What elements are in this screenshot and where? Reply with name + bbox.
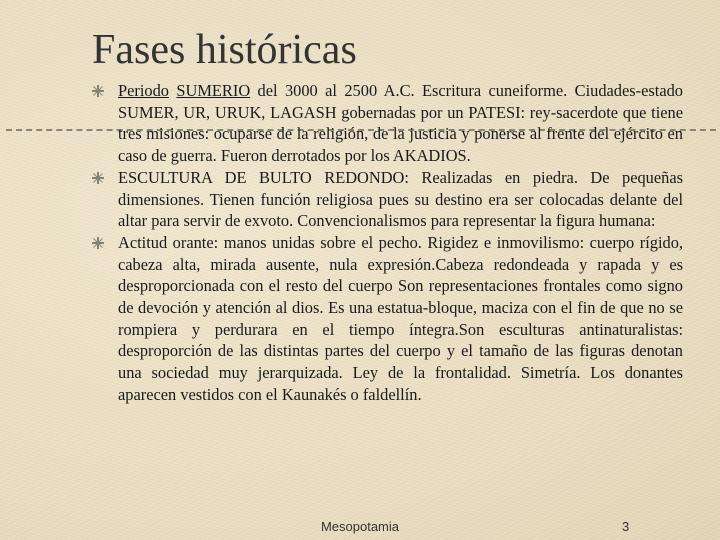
underlined-text: SUMERIO — [176, 81, 251, 100]
underlined-text: Periodo — [118, 81, 169, 100]
bullet-list — [91, 80, 683, 406]
text-run: del 3000 al 2500 A.C. Escritura cuneiforme. Ciudades-estado SUMER, UR, URUK, LAGASH gobernadas por un PATESI: rey-sacerdote que tiene tres misiones: ocuparse de la religión, de la justicia y ponerse al frente del ejército en caso de guerra. Fueron derrotados por los AKADIOS. — [118, 81, 683, 166]
bullet-item — [91, 232, 683, 406]
sparkle-bullet-icon — [91, 171, 105, 185]
bullet-text — [118, 80, 683, 167]
footer-title: Mesopotamia — [320, 519, 400, 534]
page-number: 3 — [622, 519, 630, 534]
bullet-text — [118, 232, 683, 406]
text-run: ESCULTURA DE BULTO REDONDO: Realizadas en piedra. De pequeñas dimensiones. Tienen función religiosa pues su destino era ser colocadas delante del altar para servir de exvoto. Convencionalismos para representar la figura humana: — [118, 167, 683, 231]
sparkle-bullet-icon — [91, 236, 105, 250]
sparkle-bullet-icon — [91, 84, 105, 98]
bullet-text — [118, 167, 683, 232]
slide-title: Fases históricas — [92, 27, 357, 73]
text-run: Actitud orante: manos unidas sobre el pecho. Rigidez e inmovilismo: cuerpo rígido, cabeza alta, mirada ausente, nula expresión.Cabeza redondeada y rapada y es desproporcionada con el resto del cuerpo Son representaciones frontales como signo de devoción y atención al dios. Es una estatua-bloque, maciza con el fin de que no se rompiera y perdurara en el tiempo íntegra.Son esculturas antinaturalistas: desproporción de las distintas partes del cuerpo y el tamaño de las figuras denotan una sociedad muy jerarquizada. Ley de la frontalidad. Simetría. Los donantes aparecen vestidos con el Kaunakés o faldellín. — [118, 232, 683, 404]
bullet-item — [91, 167, 683, 232]
bullet-item — [91, 80, 683, 167]
